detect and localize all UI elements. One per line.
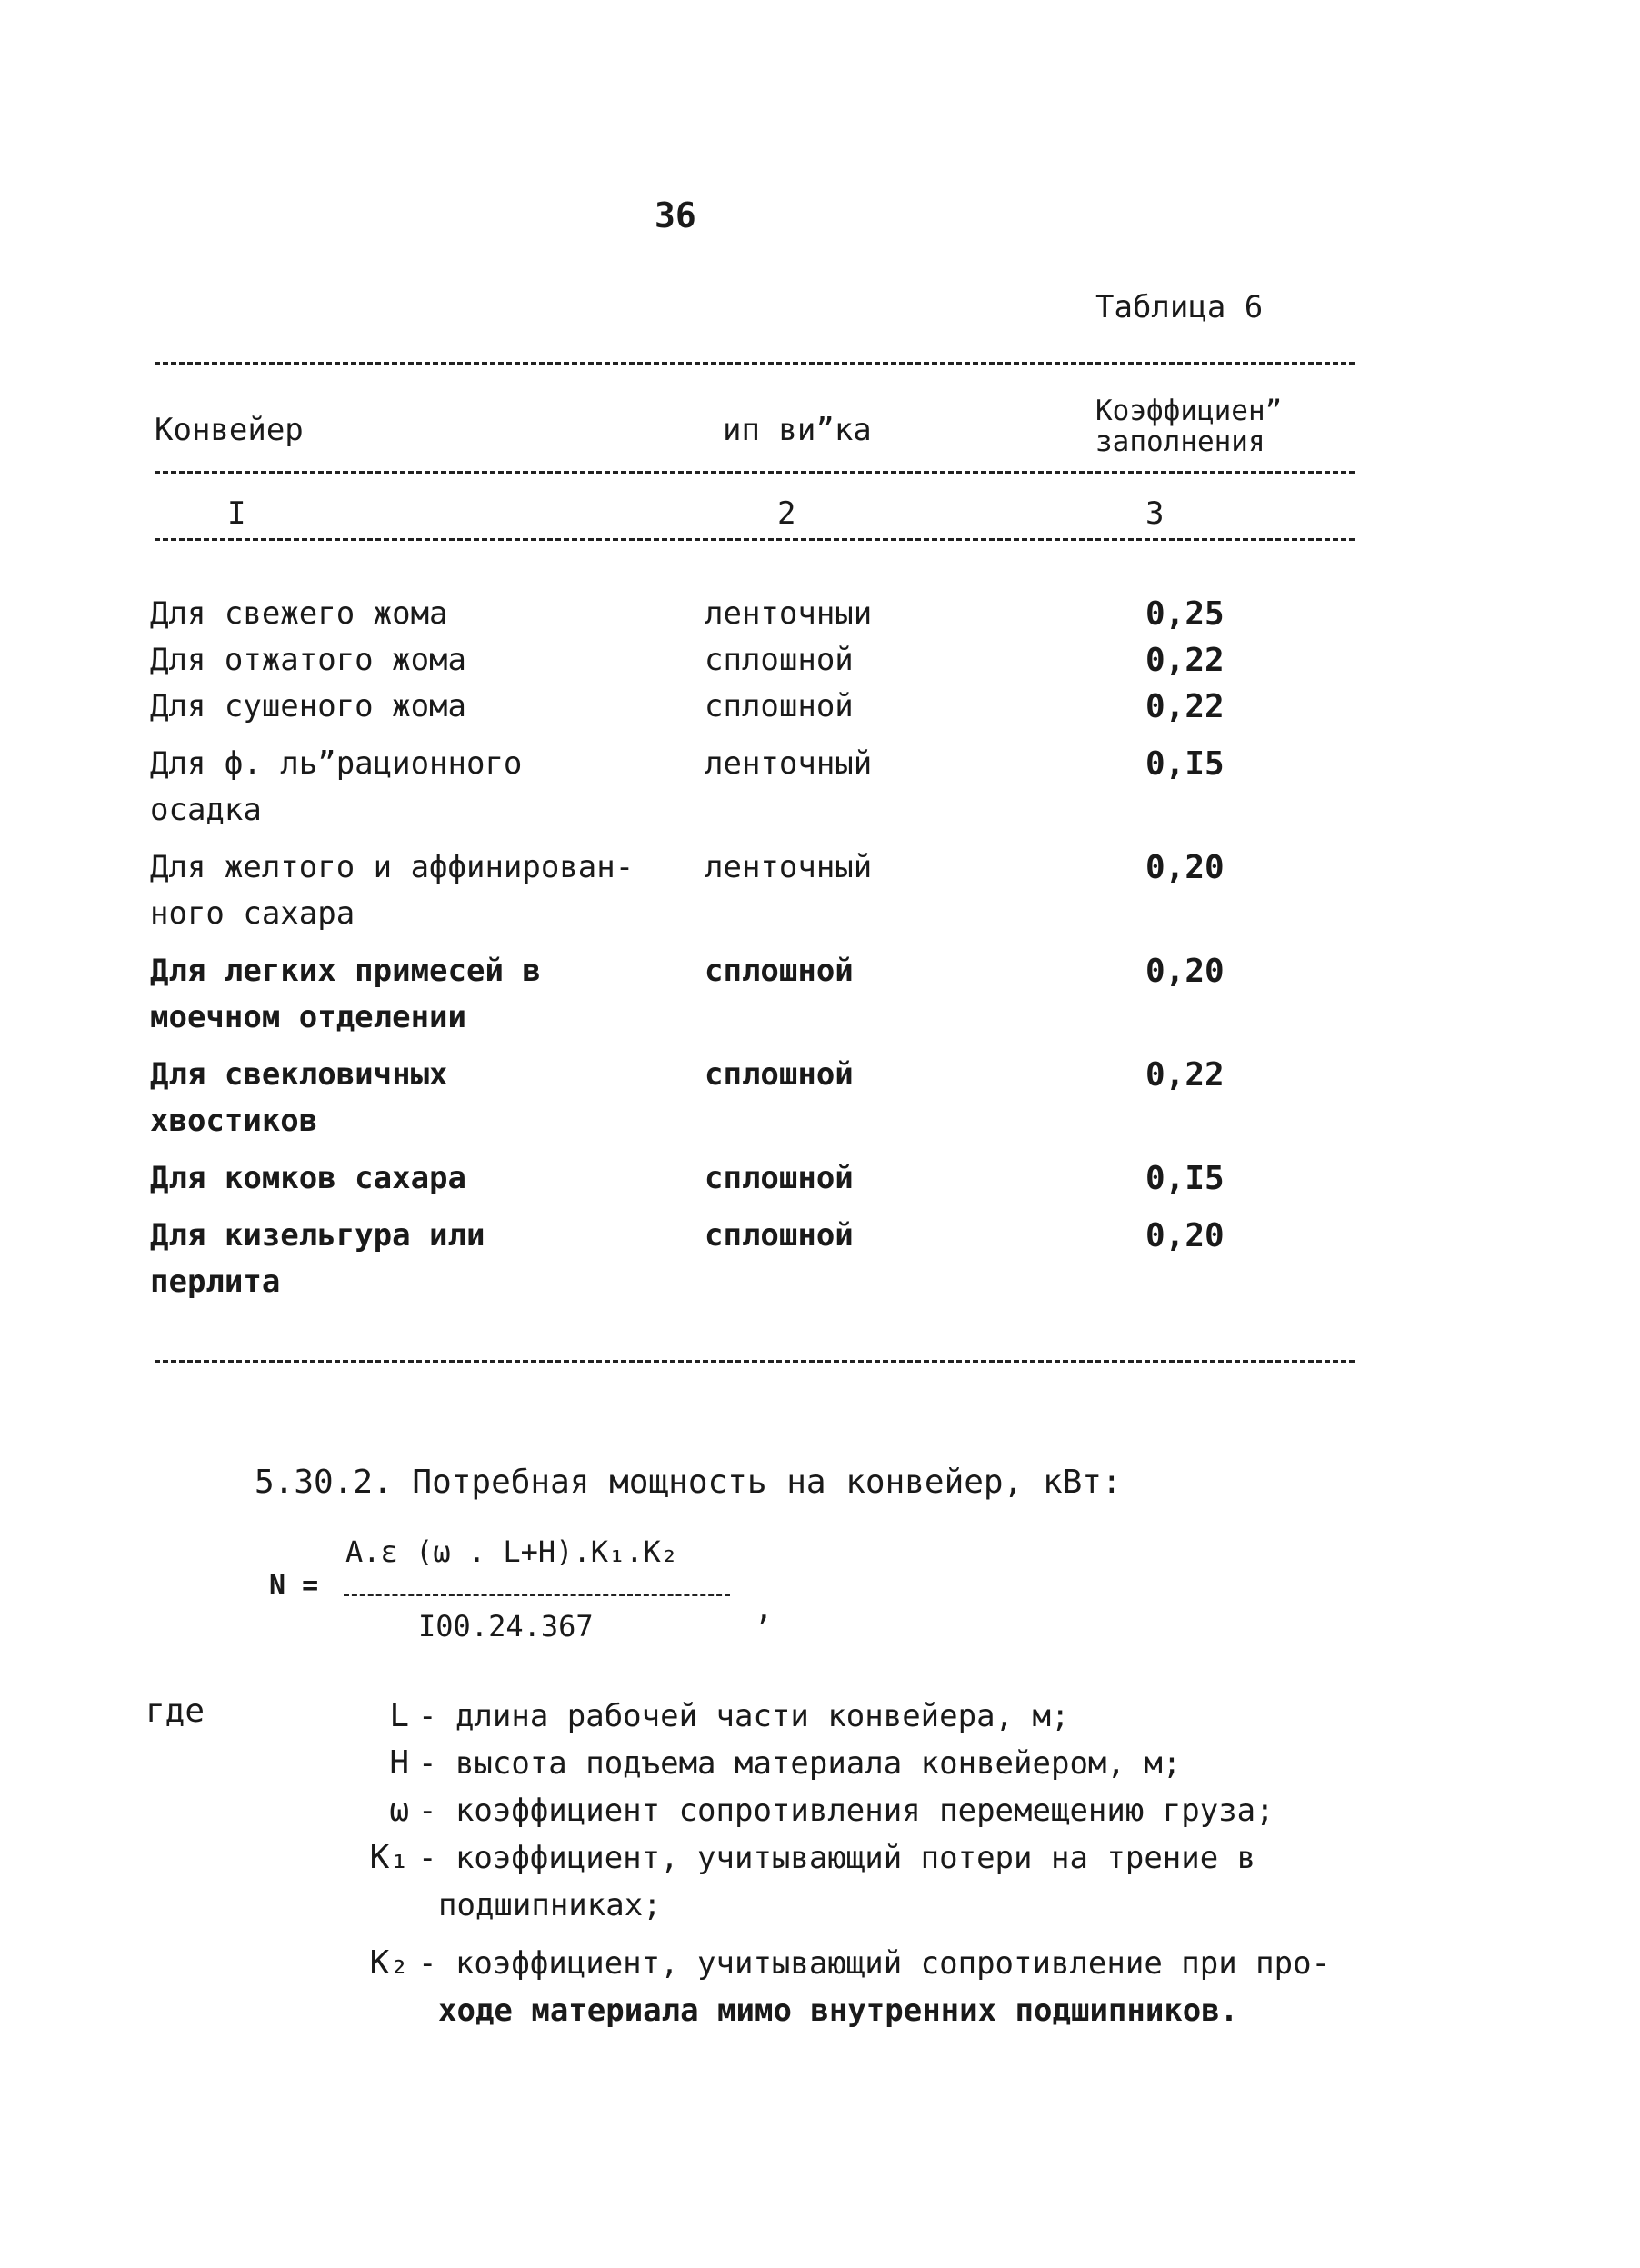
column-number-1: I [227,495,246,532]
cell-type: сплошной [705,1056,854,1093]
cell-conveyor-line1: Для ф. ль”рационного [150,745,523,782]
cell-type: сплошной [705,1160,854,1196]
cell-conveyor [150,948,686,1041]
cell-coefficient: 0,22 [1145,1056,1225,1094]
definition-text-line2: ходе материала мимо внутренних подшипников. [438,1993,1239,2029]
formula-lhs: N = [269,1570,319,1602]
cell-conveyor: Для комков сахара [150,1160,466,1196]
cell-conveyor-line2: ного сахара [150,895,355,932]
header-fill-coefficient-line2: заполнения [1095,425,1265,459]
table-row [150,948,1332,1041]
definition-item [327,1693,1373,1740]
table-caption: Таблица 6 [1095,289,1264,325]
page-number: 36 [655,195,696,235]
cell-conveyor-line1: Для легких примесей в [150,953,541,989]
definition-item [327,1940,1373,2034]
table-row [150,1213,1332,1305]
definition-text-line1: - коэффициент, учитывающий сопротивление при про- [418,1945,1331,1982]
section-heading: 5.30.2. Потребная мощность на конвейер, кВт: [255,1464,1122,1501]
cell-conveyor [150,741,686,834]
cell-coefficient: 0,25 [1145,595,1225,633]
definition-symbol: L [389,1697,409,1734]
cell-conveyor [150,1052,686,1144]
cell-conveyor-line1: Для желтого и аффинирован- [150,849,635,885]
definition-text: - длина рабочей части конвейера, м; [418,1698,1070,1734]
cell-coefficient: 0,I5 [1145,745,1225,783]
table-row [150,1052,1332,1144]
table-row [150,684,1332,730]
formula-denominator: I00.24.367 [418,1609,594,1644]
cell-type: ленточныи [705,595,873,632]
cell-type: ленточный [705,849,873,885]
definition-symbol: K₁ [369,1839,409,1876]
header-fill-coefficient-line1: Коэффициен” [1095,395,1283,427]
table-bottom-rule [155,1360,1355,1363]
cell-type: сплошной [705,1217,854,1254]
cell-conveyor-line2: хвостиков [150,1103,318,1139]
table-top-rule [155,362,1355,365]
definition-item [327,1740,1373,1787]
table-row [150,591,1332,637]
cell-conveyor-line2: моечном отделении [150,999,466,1035]
definition-symbol: H [389,1744,409,1782]
table-row [150,741,1332,834]
definition-text-line2: подшипниках; [438,1887,662,1923]
cell-coefficient: 0,22 [1145,642,1225,679]
cell-type: сплошной [705,688,854,724]
formula-fraction-bar [344,1594,730,1596]
definition-text-line1: - коэффициент, учитывающий потери на трение в [418,1840,1256,1876]
table-body [150,591,1332,1305]
cell-type: сплошной [705,953,854,989]
column-number-rule [155,538,1355,541]
header-fill-coefficient [1095,395,1282,457]
definition-text: - коэффициент сопротивления перемещению груза; [418,1793,1275,1829]
cell-conveyor [150,1213,686,1305]
cell-coefficient: 0,20 [1145,849,1225,886]
cell-conveyor: Для отжатого жома [150,642,466,678]
table-row [150,637,1332,684]
cell-conveyor-line1: Для кизельгура или [150,1217,485,1254]
table-row [150,1155,1332,1202]
cell-conveyor-line1: Для свекловичных [150,1056,448,1093]
definition-item [327,1834,1373,1929]
cell-conveyor [150,844,686,937]
cell-coefficient: 0,22 [1145,688,1225,725]
column-number-3: 3 [1145,495,1165,532]
header-rule [155,471,1355,474]
cell-conveyor: Для свежего жома [150,595,448,632]
formula-numerator: A.ε (ω . L+H).K₁.K₂ [345,1534,679,1569]
cell-conveyor-line2: перлита [150,1264,281,1300]
where-label: где [145,1693,205,1730]
cell-type: сплошной [705,642,854,678]
column-number-2: 2 [777,495,796,532]
header-conveyor: Конвейер [155,412,304,448]
definitions-list [327,1693,1373,2034]
table-row [150,844,1332,937]
formula-comma: , [755,1591,774,1627]
cell-type: ленточный [705,745,873,782]
cell-coefficient: 0,20 [1145,953,1225,990]
cell-conveyor-line2: осадка [150,792,262,828]
cell-coefficient: 0,I5 [1145,1160,1225,1197]
cell-conveyor: Для сушеного жома [150,688,466,724]
cell-coefficient: 0,20 [1145,1217,1225,1254]
definition-item [327,1787,1373,1834]
header-turn-type: ип ви”ка [723,412,872,448]
definition-text: - высота подъема материала конвейером, м; [418,1745,1182,1782]
definition-symbol: K₂ [369,1944,409,1982]
definition-symbol: ω [389,1792,409,1829]
